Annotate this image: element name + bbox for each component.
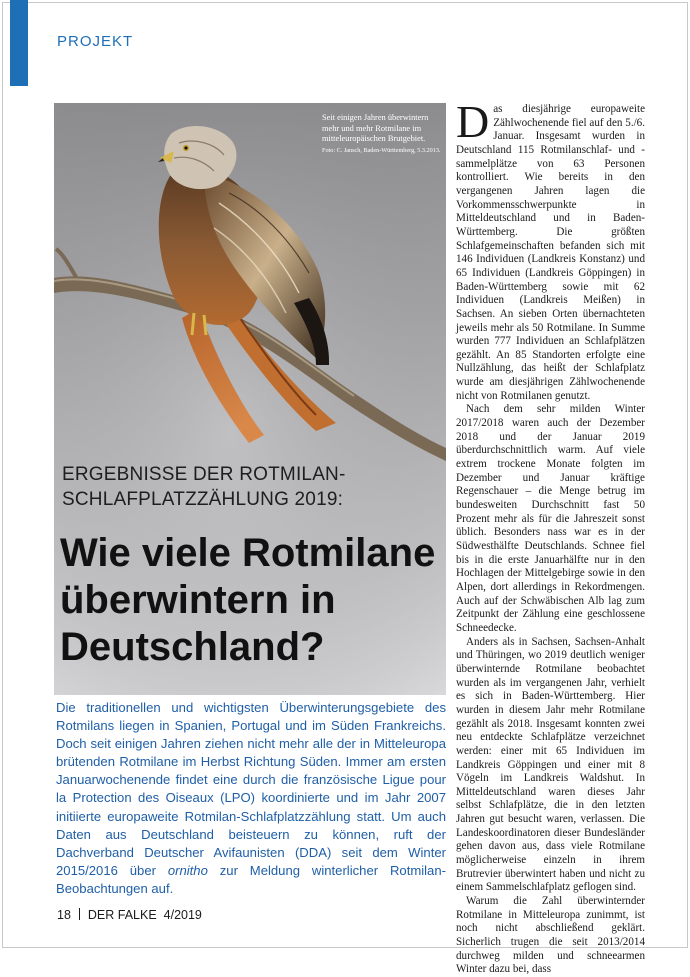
drop-cap: D bbox=[456, 96, 490, 147]
article-headline: Wie viele Rotmilane überwintern in Deutschland? bbox=[60, 531, 436, 669]
body-paragraph-4: Warum die Zahl überwinternder Rotmilane in Mitteleuropa zunimmt, ist noch nicht abschließend geklärt. Sicherlich trugen die seit 2013/2014 durchweg milden und schneearmen Winter dazu bei, dass bbox=[456, 895, 645, 976]
page-footer bbox=[57, 908, 202, 922]
intro-text-1: Die traditionellen und wichtigsten Überwinterungsgebiete des Rotmilans liegen in Spanien, Portugal und im Süden Frankreichs. Doch seit einigen Jahren ziehen nicht mehr alle der in Mitteleuropa brütenden Rotmilane im Herbst Richtung Süden. Immer am ersten Januarwochenende findet eine durch die französische Ligue pour la Protection des Oiseaux (LPO) koordinierte und im Jahr 2007 initiierte europaweite Rotmilan-Schlafplatzzählung statt. Um auch Daten aus Deutschland beisteuern zu können, ruft der Dachverband Deutscher Avifaunisten (DDA) seit dem Winter 2015/2016 über bbox=[56, 700, 446, 878]
body-paragraph-2: Nach dem sehr milden Winter 2017/2018 waren auch der Dezember 2018 und der Januar 2019 überdurchschnittlich warm. Auf viele extrem trockene Monate folgten im Dezember und Januar kräftige Regenschauer – die Menge betrug im bundesweiten Durchschnitt fast 50 Prozent mehr als für die Jahreszeit sonst üblich. Besonders nass war es in der Südwesthälfte Deutschlands. Schnee fiel bis in die erste Januarhälfte nur in den Hochlagen der Mittelgebirge sowie in den Alpen, dort allerdings in Rekordmengen. Auch auf der Schwäbischen Alb lag zum Zeitpunkt der Zählung eine geschlossene Schneedecke. bbox=[456, 403, 645, 634]
section-color-bar bbox=[10, 0, 28, 86]
magazine-name: DER FALKE bbox=[87, 908, 157, 922]
page-number: 18 bbox=[57, 908, 71, 922]
body-column bbox=[456, 96, 645, 977]
section-label: PROJEKT bbox=[57, 33, 134, 50]
article-intro bbox=[56, 699, 446, 898]
body-paragraph-1-text: as diesjährige europaweite Zählwochenende fiel auf den 5./6. Januar. Insgesamt wurden in Deutschland 115 Rotmilanschlaf- und -sammelplätze von 63 Personen kontrolliert. Wie bereits in den vergangenen Jahren lagen die Vorkommensschwerpunkte in Mitteldeutschland und in Baden-Württemberg. Die größten Schlafgemeinschaften befanden sich mit 146 Individuen (Landkreis Konstanz) und 65 Individuen (Landkreis Göppingen) in Baden-Württemberg sowie mit 62 Individuen (Landkreis Meißen) in Sachsen. An sieben Orten übernachteten jeweils mehr als 50 Rotmilane. In Summe wurden 777 Individuen an Schlafplätzen gezählt. An 85 Standorten erfolgte eine Nullzählung, das heißt der Schlafplatz wurde am diesjährigen Zählwochenende nicht von Rotmilanen genutzt. bbox=[456, 103, 645, 402]
issue-number: 4/2019 bbox=[163, 908, 202, 922]
ornitho-reference: ornitho bbox=[167, 862, 208, 878]
footer-separator bbox=[79, 908, 80, 920]
body-paragraph-3: Anders als in Sachsen, Sachsen-Anhalt und Thüringen, wo 2019 deutlich weniger überwinternde Rotmilane beobachtet wurden als im vergangenen Jahr, verhielt es sich in Baden-Württemberg. Hier wurden in diesem Jahr mehr Rotmilane gezählt als 2018. Insgesamt konnten zwei neu entdeckte Schlafplätze verzeichnet werden: einer mit 65 Individuen im Landkreis Göppingen und einer mit 8 Vögeln im Landkreis Waldshut. In Mitteldeutschland waren dieses Jahr selbst Schlafplätze, die in den letzten Jahren gut besucht waren, verlassen. Die Landeskoordinatoren dieser Bundesländer gehen davon aus, dass viele Rotmilane möglicherweise einzeln in ihrem Brutrevier überwintert haben und nicht zu einem Sammelschlafplatz geflogen sind. bbox=[456, 635, 645, 894]
intro-text-2: zur Meldung winterlicher Rotmilan-Beobachtungen auf. bbox=[56, 862, 446, 896]
photo-caption bbox=[322, 113, 444, 154]
article-kicker: ERGEBNISSE DER ROTMILAN-SCHLAFPLATZZÄHLUNG 2019: bbox=[62, 464, 346, 510]
photo-caption-text: Seit einigen Jahren überwintern mehr und mehr Rotmilane im mitteleuropäischen Brutgebiet. bbox=[322, 113, 429, 143]
body-paragraph-1 bbox=[456, 96, 645, 403]
photo-credit: Foto: C. Jansch, Baden-Württemberg, 5.3.2013. bbox=[322, 146, 441, 154]
